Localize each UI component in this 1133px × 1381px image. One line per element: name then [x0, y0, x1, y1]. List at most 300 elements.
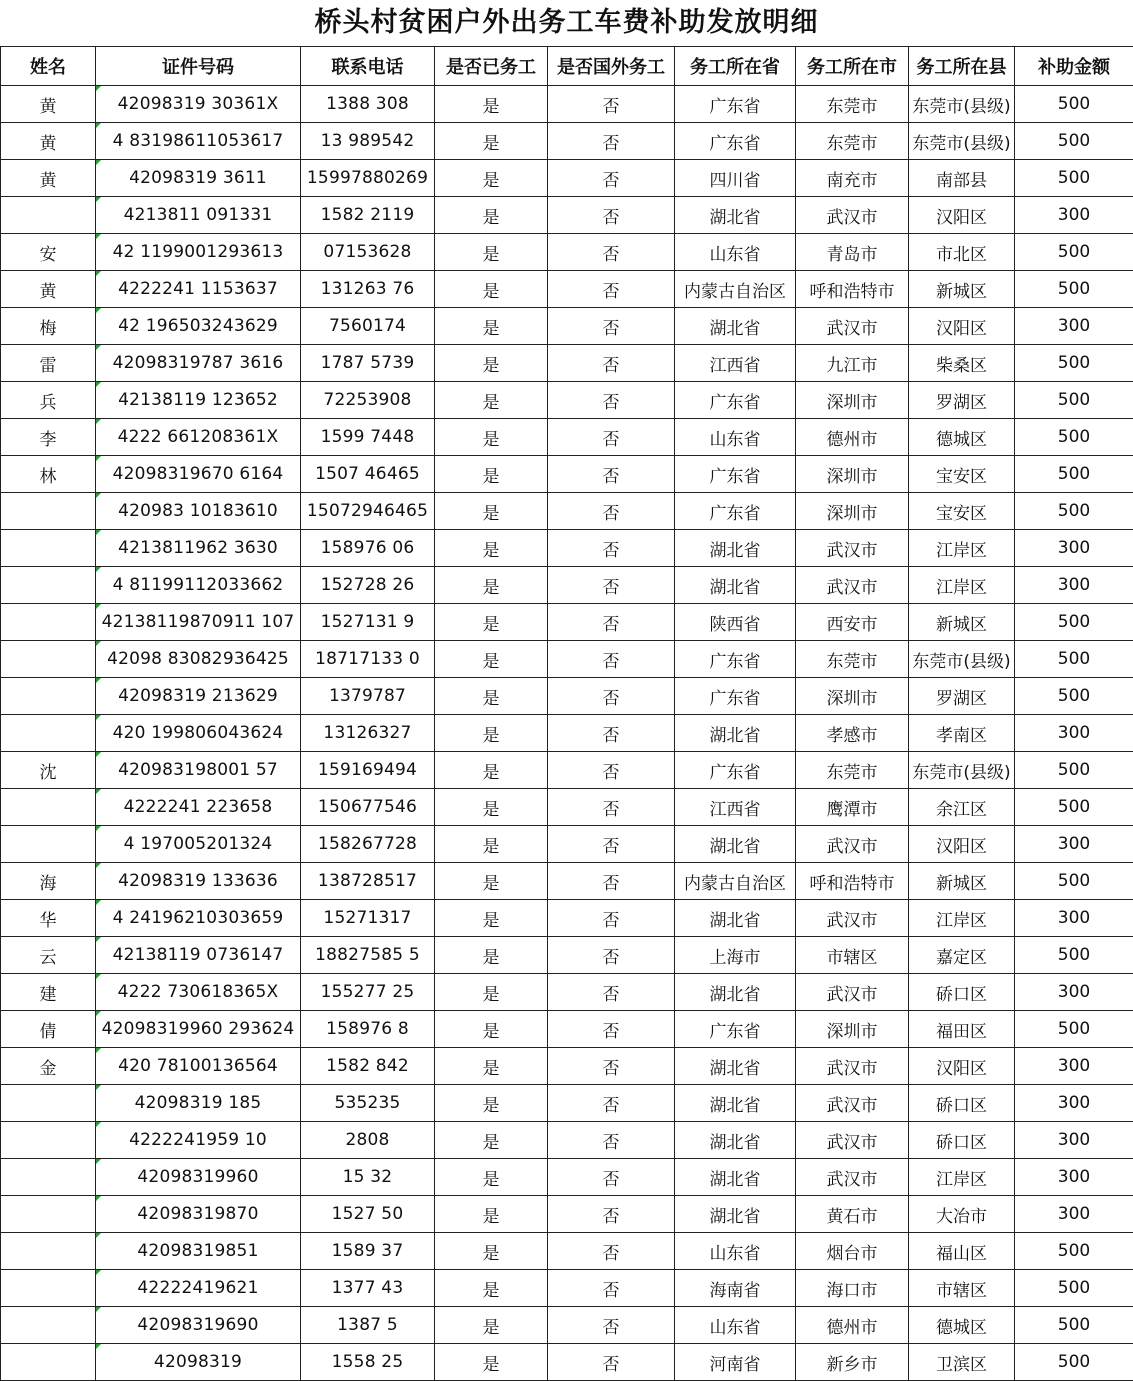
- phone-cell: 138728517: [301, 863, 435, 900]
- county-cell: 罗湖区: [909, 678, 1015, 715]
- city-cell: 东莞市: [796, 123, 909, 160]
- province-cell: 内蒙古自治区: [675, 271, 796, 308]
- province-cell: 上海市: [675, 937, 796, 974]
- phone-cell: 13 989542: [301, 123, 435, 160]
- amount-cell: 500: [1015, 937, 1133, 974]
- province-cell: 山东省: [675, 234, 796, 271]
- city-cell: 呼和浩特市: [796, 271, 909, 308]
- table-row: [1, 1270, 1133, 1307]
- id-cell: 42138119 0736147: [96, 937, 301, 974]
- table-row: [1, 900, 1133, 937]
- id-cell: 42222419621: [96, 1270, 301, 1307]
- city-cell: 武汉市: [796, 1159, 909, 1196]
- name-cell: [1, 1344, 96, 1381]
- worked-cell: 是: [435, 86, 548, 123]
- city-cell: 新乡市: [796, 1344, 909, 1381]
- name-cell: [1, 493, 96, 530]
- abroad-cell: 否: [548, 974, 675, 1011]
- county-cell: 孝南区: [909, 715, 1015, 752]
- abroad-cell: 否: [548, 937, 675, 974]
- phone-cell: 07153628: [301, 234, 435, 271]
- county-cell: 德城区: [909, 1307, 1015, 1344]
- col-abroad-header: 是否国外务工: [548, 47, 675, 86]
- county-cell: 汉阳区: [909, 197, 1015, 234]
- id-cell: 42098319: [96, 1344, 301, 1381]
- phone-cell: 1582 2119: [301, 197, 435, 234]
- table-row: [1, 1048, 1133, 1085]
- province-cell: 湖北省: [675, 530, 796, 567]
- city-cell: 武汉市: [796, 974, 909, 1011]
- abroad-cell: 否: [548, 715, 675, 752]
- province-cell: 湖北省: [675, 1159, 796, 1196]
- worked-cell: 是: [435, 308, 548, 345]
- amount-cell: 500: [1015, 1233, 1133, 1270]
- county-cell: 南部县: [909, 160, 1015, 197]
- name-cell: 倩: [1, 1011, 96, 1048]
- county-cell: 市北区: [909, 234, 1015, 271]
- id-cell: 4213811962 3630: [96, 530, 301, 567]
- abroad-cell: 否: [548, 234, 675, 271]
- worked-cell: 是: [435, 1159, 548, 1196]
- name-cell: 雷: [1, 345, 96, 382]
- county-cell: 硚口区: [909, 1085, 1015, 1122]
- name-cell: [1, 1233, 96, 1270]
- phone-cell: 15072946465: [301, 493, 435, 530]
- abroad-cell: 否: [548, 863, 675, 900]
- province-cell: 江西省: [675, 789, 796, 826]
- amount-cell: 500: [1015, 271, 1133, 308]
- amount-cell: 500: [1015, 789, 1133, 826]
- province-cell: 海南省: [675, 1270, 796, 1307]
- province-cell: 陕西省: [675, 604, 796, 641]
- amount-cell: 300: [1015, 197, 1133, 234]
- phone-cell: 2808: [301, 1122, 435, 1159]
- table-row: [1, 530, 1133, 567]
- id-cell: 42138119 123652: [96, 382, 301, 419]
- table-row: [1, 86, 1133, 123]
- city-cell: 海口市: [796, 1270, 909, 1307]
- abroad-cell: 否: [548, 567, 675, 604]
- city-cell: 呼和浩特市: [796, 863, 909, 900]
- abroad-cell: 否: [548, 197, 675, 234]
- city-cell: 烟台市: [796, 1233, 909, 1270]
- id-cell: 4222 730618365X: [96, 974, 301, 1011]
- name-cell: 黄: [1, 271, 96, 308]
- id-cell: 42098319851: [96, 1233, 301, 1270]
- amount-cell: 300: [1015, 1159, 1133, 1196]
- county-cell: 大冶市: [909, 1196, 1015, 1233]
- id-cell: 4 83198611053617: [96, 123, 301, 160]
- amount-cell: 500: [1015, 456, 1133, 493]
- city-cell: 东莞市: [796, 752, 909, 789]
- county-cell: 福山区: [909, 1233, 1015, 1270]
- header-row: [1, 47, 1133, 86]
- city-cell: 孝感市: [796, 715, 909, 752]
- table-row: [1, 1085, 1133, 1122]
- abroad-cell: 否: [548, 789, 675, 826]
- county-cell: 汉阳区: [909, 308, 1015, 345]
- worked-cell: 是: [435, 826, 548, 863]
- name-cell: [1, 197, 96, 234]
- table-row: [1, 456, 1133, 493]
- amount-cell: 500: [1015, 752, 1133, 789]
- city-cell: 深圳市: [796, 1011, 909, 1048]
- id-cell: 4 197005201324: [96, 826, 301, 863]
- table-row: [1, 1159, 1133, 1196]
- abroad-cell: 否: [548, 752, 675, 789]
- county-cell: 东莞市(县级): [909, 123, 1015, 160]
- name-cell: [1, 715, 96, 752]
- name-cell: 安: [1, 234, 96, 271]
- table-row: [1, 1344, 1133, 1381]
- province-cell: 江西省: [675, 345, 796, 382]
- col-amount-header: 补助金额: [1015, 47, 1133, 86]
- amount-cell: 300: [1015, 1196, 1133, 1233]
- city-cell: 深圳市: [796, 382, 909, 419]
- table-row: [1, 1233, 1133, 1270]
- abroad-cell: 否: [548, 1344, 675, 1381]
- table-row: [1, 974, 1133, 1011]
- county-cell: 东莞市(县级): [909, 752, 1015, 789]
- amount-cell: 500: [1015, 1011, 1133, 1048]
- abroad-cell: 否: [548, 1011, 675, 1048]
- city-cell: 西安市: [796, 604, 909, 641]
- phone-cell: 72253908: [301, 382, 435, 419]
- worked-cell: 是: [435, 419, 548, 456]
- county-cell: 新城区: [909, 604, 1015, 641]
- amount-cell: 300: [1015, 974, 1133, 1011]
- amount-cell: 500: [1015, 419, 1133, 456]
- city-cell: 武汉市: [796, 1085, 909, 1122]
- abroad-cell: 否: [548, 160, 675, 197]
- province-cell: 山东省: [675, 419, 796, 456]
- province-cell: 广东省: [675, 123, 796, 160]
- abroad-cell: 否: [548, 678, 675, 715]
- phone-cell: 158976 8: [301, 1011, 435, 1048]
- table-row: [1, 160, 1133, 197]
- id-cell: 4 81199112033662: [96, 567, 301, 604]
- amount-cell: 300: [1015, 1122, 1133, 1159]
- table-row: [1, 752, 1133, 789]
- province-cell: 湖北省: [675, 826, 796, 863]
- city-cell: 武汉市: [796, 567, 909, 604]
- city-cell: 武汉市: [796, 1122, 909, 1159]
- table-row: [1, 308, 1133, 345]
- id-cell: 42098319 213629: [96, 678, 301, 715]
- phone-cell: 18717133 0: [301, 641, 435, 678]
- name-cell: [1, 1196, 96, 1233]
- name-cell: 梅: [1, 308, 96, 345]
- name-cell: [1, 641, 96, 678]
- worked-cell: 是: [435, 974, 548, 1011]
- worked-cell: 是: [435, 863, 548, 900]
- worked-cell: 是: [435, 1196, 548, 1233]
- amount-cell: 300: [1015, 715, 1133, 752]
- city-cell: 深圳市: [796, 456, 909, 493]
- table-row: [1, 789, 1133, 826]
- province-cell: 广东省: [675, 752, 796, 789]
- amount-cell: 500: [1015, 345, 1133, 382]
- abroad-cell: 否: [548, 826, 675, 863]
- table-row: [1, 641, 1133, 678]
- abroad-cell: 否: [548, 530, 675, 567]
- phone-cell: 18827585 5: [301, 937, 435, 974]
- county-cell: 余江区: [909, 789, 1015, 826]
- name-cell: [1, 530, 96, 567]
- county-cell: 宝安区: [909, 456, 1015, 493]
- table-row: [1, 826, 1133, 863]
- name-cell: [1, 1307, 96, 1344]
- amount-cell: 300: [1015, 567, 1133, 604]
- abroad-cell: 否: [548, 1196, 675, 1233]
- phone-cell: 1507 46465: [301, 456, 435, 493]
- name-cell: 沈: [1, 752, 96, 789]
- worked-cell: 是: [435, 604, 548, 641]
- table-row: [1, 197, 1133, 234]
- table-row: [1, 1122, 1133, 1159]
- worked-cell: 是: [435, 1270, 548, 1307]
- worked-cell: 是: [435, 160, 548, 197]
- province-cell: 广东省: [675, 86, 796, 123]
- amount-cell: 300: [1015, 900, 1133, 937]
- county-cell: 江岸区: [909, 530, 1015, 567]
- worked-cell: 是: [435, 1048, 548, 1085]
- amount-cell: 500: [1015, 863, 1133, 900]
- worked-cell: 是: [435, 1011, 548, 1048]
- city-cell: 青岛市: [796, 234, 909, 271]
- worked-cell: 是: [435, 937, 548, 974]
- abroad-cell: 否: [548, 1085, 675, 1122]
- id-cell: 420 78100136564: [96, 1048, 301, 1085]
- amount-cell: 500: [1015, 382, 1133, 419]
- name-cell: 海: [1, 863, 96, 900]
- abroad-cell: 否: [548, 1159, 675, 1196]
- abroad-cell: 否: [548, 1270, 675, 1307]
- table-row: [1, 123, 1133, 160]
- abroad-cell: 否: [548, 604, 675, 641]
- county-cell: 汉阳区: [909, 1048, 1015, 1085]
- abroad-cell: 否: [548, 271, 675, 308]
- worked-cell: 是: [435, 900, 548, 937]
- phone-cell: 158976 06: [301, 530, 435, 567]
- id-cell: 4222241 223658: [96, 789, 301, 826]
- table-row: [1, 937, 1133, 974]
- id-cell: 42098319690: [96, 1307, 301, 1344]
- amount-cell: 300: [1015, 1085, 1133, 1122]
- id-cell: 4222 661208361X: [96, 419, 301, 456]
- province-cell: 河南省: [675, 1344, 796, 1381]
- amount-cell: 300: [1015, 826, 1133, 863]
- phone-cell: 1379787: [301, 678, 435, 715]
- id-cell: 420983 10183610: [96, 493, 301, 530]
- abroad-cell: 否: [548, 456, 675, 493]
- id-cell: 42098319960: [96, 1159, 301, 1196]
- worked-cell: 是: [435, 641, 548, 678]
- abroad-cell: 否: [548, 308, 675, 345]
- table-row: [1, 419, 1133, 456]
- name-cell: 李: [1, 419, 96, 456]
- table-row: [1, 345, 1133, 382]
- province-cell: 山东省: [675, 1307, 796, 1344]
- province-cell: 湖北省: [675, 567, 796, 604]
- name-cell: [1, 1159, 96, 1196]
- amount-cell: 500: [1015, 86, 1133, 123]
- phone-cell: 1589 37: [301, 1233, 435, 1270]
- city-cell: 武汉市: [796, 197, 909, 234]
- id-cell: 42098319 3611: [96, 160, 301, 197]
- province-cell: 湖北省: [675, 1085, 796, 1122]
- province-cell: 内蒙古自治区: [675, 863, 796, 900]
- province-cell: 湖北省: [675, 308, 796, 345]
- id-cell: 42098319670 6164: [96, 456, 301, 493]
- abroad-cell: 否: [548, 123, 675, 160]
- col-phone-header: 联系电话: [301, 47, 435, 86]
- county-cell: 柴桑区: [909, 345, 1015, 382]
- phone-cell: 1787 5739: [301, 345, 435, 382]
- id-cell: 42 1199001293613: [96, 234, 301, 271]
- id-cell: 4 24196210303659: [96, 900, 301, 937]
- table-row: [1, 493, 1133, 530]
- abroad-cell: 否: [548, 86, 675, 123]
- worked-cell: 是: [435, 1085, 548, 1122]
- table-row: [1, 1011, 1133, 1048]
- province-cell: 广东省: [675, 493, 796, 530]
- id-cell: 42098 83082936425: [96, 641, 301, 678]
- city-cell: 市辖区: [796, 937, 909, 974]
- city-cell: 武汉市: [796, 1048, 909, 1085]
- phone-cell: 535235: [301, 1085, 435, 1122]
- name-cell: [1, 826, 96, 863]
- province-cell: 湖北省: [675, 715, 796, 752]
- name-cell: 林: [1, 456, 96, 493]
- worked-cell: 是: [435, 123, 548, 160]
- worked-cell: 是: [435, 567, 548, 604]
- abroad-cell: 否: [548, 641, 675, 678]
- worked-cell: 是: [435, 1307, 548, 1344]
- name-cell: 建: [1, 974, 96, 1011]
- abroad-cell: 否: [548, 493, 675, 530]
- name-cell: [1, 1085, 96, 1122]
- table-row: [1, 678, 1133, 715]
- phone-cell: 7560174: [301, 308, 435, 345]
- table-row: [1, 382, 1133, 419]
- amount-cell: 300: [1015, 530, 1133, 567]
- phone-cell: 152728 26: [301, 567, 435, 604]
- worked-cell: 是: [435, 197, 548, 234]
- amount-cell: 300: [1015, 1048, 1133, 1085]
- amount-cell: 500: [1015, 493, 1133, 530]
- table-row: [1, 271, 1133, 308]
- city-cell: 东莞市: [796, 641, 909, 678]
- worked-cell: 是: [435, 456, 548, 493]
- county-cell: 新城区: [909, 863, 1015, 900]
- worked-cell: 是: [435, 1233, 548, 1270]
- city-cell: 九江市: [796, 345, 909, 382]
- amount-cell: 500: [1015, 678, 1133, 715]
- amount-cell: 500: [1015, 160, 1133, 197]
- amount-cell: 500: [1015, 641, 1133, 678]
- province-cell: 湖北省: [675, 974, 796, 1011]
- worked-cell: 是: [435, 678, 548, 715]
- county-cell: 新城区: [909, 271, 1015, 308]
- county-cell: 福田区: [909, 1011, 1015, 1048]
- phone-cell: 150677546: [301, 789, 435, 826]
- province-cell: 广东省: [675, 678, 796, 715]
- phone-cell: 1582 842: [301, 1048, 435, 1085]
- amount-cell: 500: [1015, 123, 1133, 160]
- subsidy-table: [0, 46, 1133, 1381]
- province-cell: 湖北省: [675, 1196, 796, 1233]
- table-row: [1, 715, 1133, 752]
- worked-cell: 是: [435, 1122, 548, 1159]
- county-cell: 德城区: [909, 419, 1015, 456]
- phone-cell: 1527 50: [301, 1196, 435, 1233]
- phone-cell: 15997880269: [301, 160, 435, 197]
- abroad-cell: 否: [548, 419, 675, 456]
- abroad-cell: 否: [548, 1307, 675, 1344]
- abroad-cell: 否: [548, 900, 675, 937]
- city-cell: 武汉市: [796, 308, 909, 345]
- name-cell: 云: [1, 937, 96, 974]
- province-cell: 湖北省: [675, 1048, 796, 1085]
- province-cell: 广东省: [675, 456, 796, 493]
- county-cell: 市辖区: [909, 1270, 1015, 1307]
- worked-cell: 是: [435, 752, 548, 789]
- city-cell: 德州市: [796, 419, 909, 456]
- col-province-header: 务工所在省: [675, 47, 796, 86]
- province-cell: 湖北省: [675, 197, 796, 234]
- phone-cell: 1599 7448: [301, 419, 435, 456]
- city-cell: 深圳市: [796, 678, 909, 715]
- id-cell: 42098319 185: [96, 1085, 301, 1122]
- name-cell: [1, 567, 96, 604]
- city-cell: 深圳市: [796, 493, 909, 530]
- county-cell: 江岸区: [909, 900, 1015, 937]
- name-cell: 黄: [1, 86, 96, 123]
- id-cell: 4222241959 10: [96, 1122, 301, 1159]
- worked-cell: 是: [435, 271, 548, 308]
- city-cell: 南充市: [796, 160, 909, 197]
- province-cell: 广东省: [675, 382, 796, 419]
- city-cell: 武汉市: [796, 900, 909, 937]
- amount-cell: 500: [1015, 1344, 1133, 1381]
- worked-cell: 是: [435, 715, 548, 752]
- id-cell: 42138119870911 107: [96, 604, 301, 641]
- province-cell: 湖北省: [675, 1122, 796, 1159]
- phone-cell: 1377 43: [301, 1270, 435, 1307]
- table-row: [1, 604, 1133, 641]
- county-cell: 宝安区: [909, 493, 1015, 530]
- county-cell: 罗湖区: [909, 382, 1015, 419]
- county-cell: 卫滨区: [909, 1344, 1015, 1381]
- phone-cell: 1387 5: [301, 1307, 435, 1344]
- abroad-cell: 否: [548, 1048, 675, 1085]
- worked-cell: 是: [435, 234, 548, 271]
- name-cell: [1, 604, 96, 641]
- worked-cell: 是: [435, 345, 548, 382]
- city-cell: 武汉市: [796, 826, 909, 863]
- amount-cell: 300: [1015, 308, 1133, 345]
- province-cell: 湖北省: [675, 900, 796, 937]
- worked-cell: 是: [435, 382, 548, 419]
- phone-cell: 1388 308: [301, 86, 435, 123]
- id-cell: 420983198001 57: [96, 752, 301, 789]
- table-row: [1, 234, 1133, 271]
- id-cell: 420 199806043624: [96, 715, 301, 752]
- col-city-header: 务工所在市: [796, 47, 909, 86]
- id-cell: 4222241 1153637: [96, 271, 301, 308]
- worked-cell: 是: [435, 1344, 548, 1381]
